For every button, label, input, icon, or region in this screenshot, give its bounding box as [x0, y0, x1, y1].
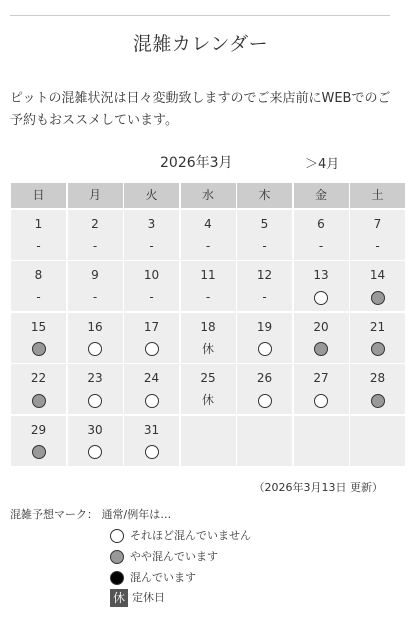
black-circle-icon	[110, 571, 124, 585]
no-data-dash: -	[36, 290, 41, 304]
weekday-header: 月	[68, 183, 123, 208]
gray-circle-icon	[371, 342, 385, 356]
calendar-day-cell	[124, 210, 179, 260]
no-data-dash: -	[36, 238, 41, 253]
congestion-mark	[11, 341, 66, 357]
day-number: 20	[313, 319, 329, 334]
closed-day-icon: 休	[110, 589, 128, 607]
month-title: 2026年3月	[160, 155, 233, 171]
congestion-mark	[237, 341, 292, 357]
calendar-day-cell	[294, 416, 349, 466]
calendar-day-cell	[237, 210, 292, 260]
calendar-day-cell	[350, 313, 405, 363]
calendar-day-cell	[350, 210, 405, 260]
day-number: 14	[369, 268, 386, 282]
calendar-day-cell	[294, 261, 349, 311]
congestion-mark	[294, 392, 349, 408]
calendar-day-cell	[11, 210, 66, 260]
day-number: 21	[369, 319, 386, 334]
congestion-mark	[11, 444, 66, 460]
no-data-dash: -	[149, 290, 154, 304]
calendar-day-cell	[124, 261, 179, 311]
day-number: 4	[204, 216, 212, 231]
calendar-day-cell	[124, 313, 179, 363]
day-number: 30	[87, 422, 103, 437]
no-data-dash: -	[262, 238, 267, 253]
calendar-day-cell	[237, 261, 292, 311]
closed-mark: 休	[201, 341, 214, 356]
congestion-mark	[124, 444, 179, 460]
no-data-dash: -	[318, 238, 324, 253]
closed-mark: 休	[201, 393, 214, 407]
calendar-day-cell	[294, 313, 349, 363]
calendar-day-cell	[11, 364, 66, 414]
congestion-mark	[237, 392, 292, 408]
day-number: 1	[34, 216, 43, 231]
no-data-dash: -	[205, 290, 211, 304]
calendar-day-cell	[350, 364, 405, 414]
legend-label-high: 混んでいます	[130, 571, 196, 584]
day-number: 6	[317, 216, 325, 231]
no-data-dash: -	[375, 238, 380, 253]
calendar-day-cell	[237, 416, 292, 466]
day-number: 7	[373, 216, 382, 231]
day-number: 24	[143, 371, 160, 385]
legend-item-low	[110, 527, 251, 543]
day-number: 31	[143, 422, 160, 437]
gray-circle-icon	[371, 291, 385, 305]
day-number: 3	[147, 216, 156, 231]
day-number: 9	[91, 268, 99, 282]
day-number: 26	[256, 371, 273, 385]
day-number: 11	[200, 268, 216, 282]
day-number: 15	[30, 319, 47, 334]
no-data-dash: -	[149, 238, 154, 253]
calendar-day-cell	[237, 313, 292, 363]
calendar-day-cell	[68, 210, 123, 260]
congestion-mark	[68, 392, 123, 408]
calendar-day-cell	[181, 210, 236, 260]
day-number: 22	[30, 371, 47, 385]
empty-circle-icon	[314, 394, 328, 408]
day-number: 18	[200, 319, 216, 334]
congestion-mark	[68, 444, 123, 460]
empty-circle-icon	[145, 394, 159, 408]
updated-date: （2026年3月13日 更新）	[253, 481, 383, 494]
empty-circle-icon	[258, 342, 272, 356]
congestion-mark	[11, 392, 66, 408]
calendar-day-cell	[68, 364, 123, 414]
day-number: 27	[313, 371, 329, 385]
empty-circle-icon	[88, 342, 102, 356]
notice-text: ピットの混雑状況は日々変動致しますのでご来店前にWEBでのご予約もおススメしています。	[10, 91, 391, 128]
calendar-day-cell	[68, 313, 123, 363]
weekday-header: 日	[11, 183, 66, 208]
no-data-dash: -	[92, 238, 98, 253]
weekday-header: 土	[350, 183, 405, 208]
day-number: 13	[313, 268, 329, 282]
weekday-header: 木	[237, 183, 292, 208]
legend-title: 混雑予想マーク： 通常/例年は…	[10, 508, 172, 521]
legend-item-mid	[110, 548, 218, 564]
gray-circle-icon	[32, 445, 46, 459]
empty-circle-icon	[145, 342, 159, 356]
no-data-dash: -	[205, 238, 211, 253]
empty-circle-icon	[258, 394, 272, 408]
gray-circle-icon	[32, 342, 46, 356]
weekday-header: 水	[181, 183, 236, 208]
congestion-calendar	[11, 183, 391, 470]
day-number: 23	[87, 371, 103, 385]
day-number: 25	[200, 371, 216, 385]
congestion-mark	[124, 392, 179, 408]
calendar-day-cell	[350, 416, 405, 466]
congestion-mark	[350, 289, 405, 305]
gray-circle-icon	[371, 394, 385, 408]
calendar-day-cell	[124, 364, 179, 414]
day-number: 2	[91, 216, 99, 231]
day-number: 29	[30, 422, 47, 437]
top-divider	[10, 15, 390, 16]
day-number: 28	[369, 371, 386, 385]
day-number: 8	[34, 268, 43, 282]
legend-label-closed: 定休日	[132, 591, 165, 604]
calendar-day-cell	[68, 261, 123, 311]
calendar-day-cell	[294, 210, 349, 260]
congestion-mark	[294, 341, 349, 357]
day-number: 10	[143, 268, 160, 282]
day-number: 19	[256, 319, 273, 334]
day-number: 5	[260, 216, 269, 231]
gray-circle-icon	[32, 394, 46, 408]
calendar-day-cell	[181, 313, 236, 363]
calendar-day-cell	[11, 261, 66, 311]
no-data-dash: -	[92, 290, 98, 304]
calendar-day-cell	[11, 313, 66, 363]
congestion-mark	[124, 341, 179, 357]
weekday-header: 金	[294, 183, 349, 208]
empty-circle-icon	[88, 394, 102, 408]
legend-label-low: それほど混んでいません	[130, 529, 251, 542]
legend-item-closed	[110, 589, 165, 607]
calendar-day-cell	[181, 364, 236, 414]
weekday-header: 火	[124, 183, 179, 208]
no-data-dash: -	[262, 290, 267, 304]
day-number: 17	[143, 319, 160, 334]
calendar-day-cell	[237, 364, 292, 414]
congestion-mark	[68, 341, 123, 357]
congestion-mark	[294, 289, 349, 305]
calendar-day-cell	[350, 261, 405, 311]
empty-circle-icon	[88, 445, 102, 459]
day-number: 12	[256, 268, 273, 282]
next-month-link[interactable]: ＞4月	[305, 157, 340, 172]
day-number: 16	[87, 319, 103, 334]
calendar-day-cell	[68, 416, 123, 466]
calendar-day-cell	[181, 261, 236, 311]
empty-circle-icon	[110, 529, 124, 543]
gray-circle-icon	[110, 550, 124, 564]
calendar-day-cell	[124, 416, 179, 466]
legend-item-high	[110, 569, 196, 585]
page-title: 混雑カレンダー	[132, 33, 269, 55]
congestion-mark	[350, 392, 405, 408]
gray-circle-icon	[314, 342, 328, 356]
empty-circle-icon	[145, 445, 159, 459]
calendar-day-cell	[181, 416, 236, 466]
empty-circle-icon	[314, 291, 328, 305]
calendar-day-cell	[11, 416, 66, 466]
congestion-mark	[350, 341, 405, 357]
calendar-day-cell	[294, 364, 349, 414]
legend-label-mid: やや混んでいます	[130, 550, 218, 563]
